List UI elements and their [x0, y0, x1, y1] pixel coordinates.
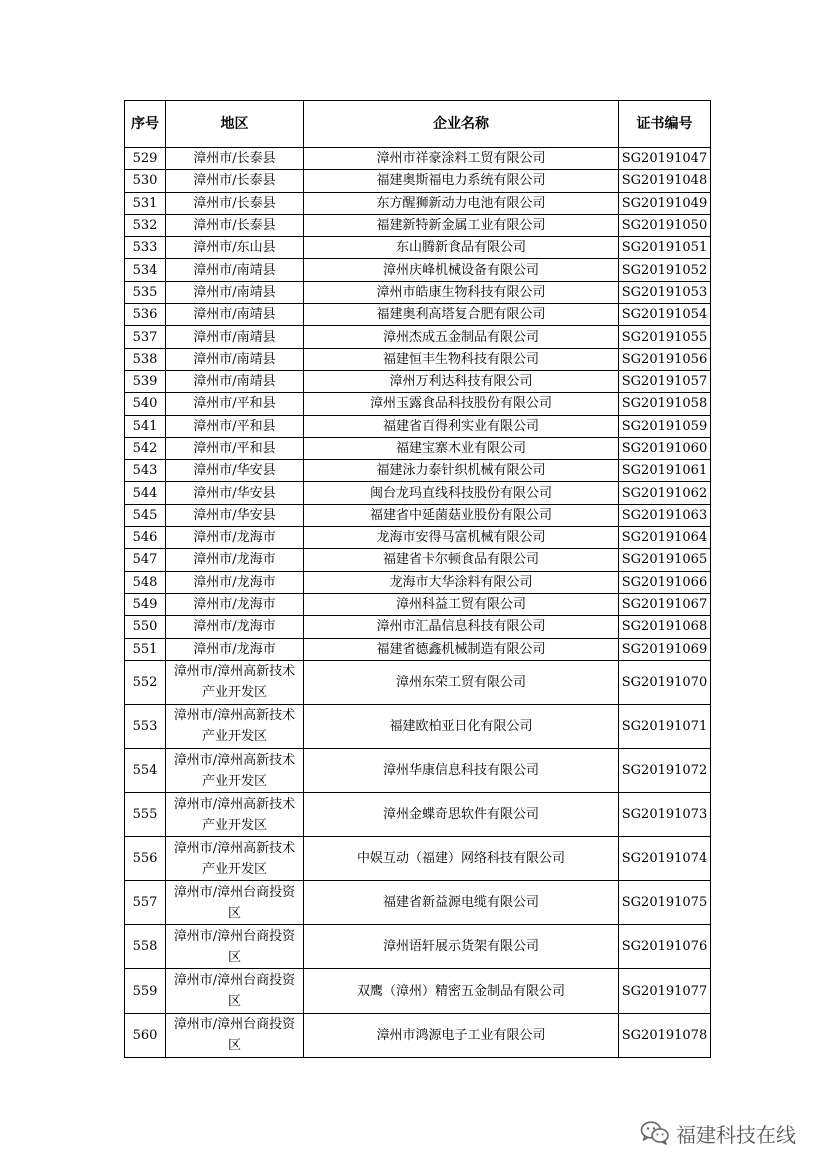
- table-row: [125, 881, 711, 925]
- cell-company: 福建省卡尔顿食品有限公司: [304, 549, 619, 571]
- cell-region: 漳州市/漳州台商投资区: [166, 925, 304, 969]
- cell-region: 漳州市/漳州高新技术产业开发区: [166, 837, 304, 881]
- cell-seq: 539: [125, 370, 166, 392]
- cell-region: 漳州市/东山县: [166, 237, 304, 259]
- cell-company: 漳州科益工贸有限公司: [304, 593, 619, 615]
- cell-region: 漳州市/华安县: [166, 504, 304, 526]
- cell-cert: SG20191056: [619, 348, 711, 370]
- table-row: [125, 148, 711, 170]
- table-row: [125, 571, 711, 593]
- cell-cert: SG20191066: [619, 571, 711, 593]
- cell-company: 福建省中延菌菇业股份有限公司: [304, 504, 619, 526]
- table-row: [125, 259, 711, 281]
- cell-company: 龙海市大华涂料有限公司: [304, 571, 619, 593]
- cell-region: 漳州市/龙海市: [166, 549, 304, 571]
- cell-cert: SG20191052: [619, 259, 711, 281]
- cell-seq: 555: [125, 793, 166, 837]
- cell-seq: 551: [125, 638, 166, 660]
- cell-region: 漳州市/长泰县: [166, 214, 304, 236]
- cell-seq: 537: [125, 326, 166, 348]
- cell-company: 漳州杰成五金制品有限公司: [304, 326, 619, 348]
- header-cert: 证书编号: [619, 101, 711, 148]
- table-row: [125, 504, 711, 526]
- cell-region: 漳州市/漳州高新技术产业开发区: [166, 749, 304, 793]
- header-row: [125, 101, 711, 148]
- cell-seq: 546: [125, 527, 166, 549]
- table-row: [125, 969, 711, 1013]
- cell-cert: SG20191059: [619, 415, 711, 437]
- table-row: [125, 192, 711, 214]
- cell-region: 漳州市/龙海市: [166, 527, 304, 549]
- cell-company: 漳州庆峰机械设备有限公司: [304, 259, 619, 281]
- table-row: [125, 326, 711, 348]
- table-row: [125, 370, 711, 392]
- cell-cert: SG20191050: [619, 214, 711, 236]
- table-row: [125, 348, 711, 370]
- table-body: [125, 148, 711, 1058]
- watermark: [640, 1118, 796, 1148]
- cell-cert: SG20191058: [619, 393, 711, 415]
- cell-region: 漳州市/平和县: [166, 393, 304, 415]
- table-row: [125, 281, 711, 303]
- cell-company: 福建宝寨木业有限公司: [304, 437, 619, 459]
- cell-region: 漳州市/龙海市: [166, 638, 304, 660]
- cell-seq: 552: [125, 660, 166, 704]
- table-row: [125, 527, 711, 549]
- cell-cert: SG20191051: [619, 237, 711, 259]
- cell-company: 漳州市汇晶信息科技有限公司: [304, 616, 619, 638]
- cell-company: 漳州玉露食品科技股份有限公司: [304, 393, 619, 415]
- cell-company: 福建新特新金属工业有限公司: [304, 214, 619, 236]
- cell-cert: SG20191068: [619, 616, 711, 638]
- cell-cert: SG20191064: [619, 527, 711, 549]
- table-row: [125, 660, 711, 704]
- cell-seq: 538: [125, 348, 166, 370]
- cell-region: 漳州市/长泰县: [166, 192, 304, 214]
- cell-seq: 558: [125, 925, 166, 969]
- table-row: [125, 304, 711, 326]
- cell-seq: 544: [125, 482, 166, 504]
- cell-company: 福建省新益源电缆有限公司: [304, 881, 619, 925]
- cell-company: 漳州语轩展示货架有限公司: [304, 925, 619, 969]
- cell-region: 漳州市/漳州高新技术产业开发区: [166, 704, 304, 748]
- cell-seq: 541: [125, 415, 166, 437]
- cell-cert: SG20191067: [619, 593, 711, 615]
- cell-seq: 554: [125, 749, 166, 793]
- cell-region: 漳州市/长泰县: [166, 170, 304, 192]
- table-row: [125, 549, 711, 571]
- cell-company: 中娱互动（福建）网络科技有限公司: [304, 837, 619, 881]
- cell-seq: 532: [125, 214, 166, 236]
- cell-cert: SG20191071: [619, 704, 711, 748]
- cell-company: 福建省德鑫机械制造有限公司: [304, 638, 619, 660]
- cell-seq: 553: [125, 704, 166, 748]
- table-row: [125, 749, 711, 793]
- cell-cert: SG20191069: [619, 638, 711, 660]
- cell-region: 漳州市/南靖县: [166, 259, 304, 281]
- cell-region: 漳州市/龙海市: [166, 571, 304, 593]
- cell-region: 漳州市/华安县: [166, 482, 304, 504]
- cell-seq: 531: [125, 192, 166, 214]
- cell-region: 漳州市/南靖县: [166, 326, 304, 348]
- cell-cert: SG20191057: [619, 370, 711, 392]
- table-row: [125, 237, 711, 259]
- cell-cert: SG20191070: [619, 660, 711, 704]
- cell-seq: 530: [125, 170, 166, 192]
- cell-company: 福建奥利高塔复合肥有限公司: [304, 304, 619, 326]
- cell-seq: 529: [125, 148, 166, 170]
- cell-region: 漳州市/漳州台商投资区: [166, 969, 304, 1013]
- cell-company: 漳州市皓康生物科技有限公司: [304, 281, 619, 303]
- cell-company: 漳州万利达科技有限公司: [304, 370, 619, 392]
- table-row: [125, 482, 711, 504]
- cell-region: 漳州市/南靖县: [166, 304, 304, 326]
- table-header: [125, 101, 711, 148]
- cell-region: 漳州市/漳州台商投资区: [166, 881, 304, 925]
- cell-region: 漳州市/漳州台商投资区: [166, 1013, 304, 1057]
- cell-company: 福建省百得利实业有限公司: [304, 415, 619, 437]
- cell-seq: 540: [125, 393, 166, 415]
- cell-company: 福建奥斯福电力系统有限公司: [304, 170, 619, 192]
- cell-company: 漳州市祥豪涂料工贸有限公司: [304, 148, 619, 170]
- cell-cert: SG20191065: [619, 549, 711, 571]
- header-region: 地区: [166, 101, 304, 148]
- table-row: [125, 793, 711, 837]
- header-company: 企业名称: [304, 101, 619, 148]
- cell-seq: 559: [125, 969, 166, 1013]
- cell-company: 福建泳力泰针织机械有限公司: [304, 460, 619, 482]
- cell-region: 漳州市/龙海市: [166, 593, 304, 615]
- certificate-table: [124, 100, 711, 1058]
- cell-region: 漳州市/南靖县: [166, 370, 304, 392]
- cell-cert: SG20191077: [619, 969, 711, 1013]
- cell-region: 漳州市/漳州高新技术产业开发区: [166, 793, 304, 837]
- cell-company: 双鹰（漳州）精密五金制品有限公司: [304, 969, 619, 1013]
- cell-cert: SG20191061: [619, 460, 711, 482]
- table-row: [125, 460, 711, 482]
- table-row: [125, 393, 711, 415]
- cell-region: 漳州市/漳州高新技术产业开发区: [166, 660, 304, 704]
- cell-seq: 536: [125, 304, 166, 326]
- header-seq: 序号: [125, 101, 166, 148]
- table-row: [125, 214, 711, 236]
- cell-company: 东方醒狮新动力电池有限公司: [304, 192, 619, 214]
- cell-region: 漳州市/华安县: [166, 460, 304, 482]
- cell-region: 漳州市/龙海市: [166, 616, 304, 638]
- cell-company: 龙海市安得马富机械有限公司: [304, 527, 619, 549]
- table-row: [125, 1013, 711, 1057]
- cell-cert: SG20191074: [619, 837, 711, 881]
- cell-cert: SG20191072: [619, 749, 711, 793]
- cell-region: 漳州市/南靖县: [166, 348, 304, 370]
- cell-company: 东山腾新食品有限公司: [304, 237, 619, 259]
- cell-company: 漳州华康信息科技有限公司: [304, 749, 619, 793]
- table-row: [125, 638, 711, 660]
- cell-cert: SG20191060: [619, 437, 711, 459]
- table-row: [125, 837, 711, 881]
- table-row: [125, 593, 711, 615]
- table-row: [125, 437, 711, 459]
- table-row: [125, 170, 711, 192]
- cell-cert: SG20191078: [619, 1013, 711, 1057]
- cell-seq: 543: [125, 460, 166, 482]
- cell-cert: SG20191054: [619, 304, 711, 326]
- cell-cert: SG20191055: [619, 326, 711, 348]
- wechat-icon: [640, 1120, 670, 1146]
- cell-seq: 550: [125, 616, 166, 638]
- cell-seq: 560: [125, 1013, 166, 1057]
- table-row: [125, 925, 711, 969]
- cell-seq: 535: [125, 281, 166, 303]
- table-row: [125, 704, 711, 748]
- cell-cert: SG20191063: [619, 504, 711, 526]
- cell-seq: 547: [125, 549, 166, 571]
- cell-seq: 548: [125, 571, 166, 593]
- cell-company: 漳州东荣工贸有限公司: [304, 660, 619, 704]
- cell-cert: SG20191073: [619, 793, 711, 837]
- cell-seq: 542: [125, 437, 166, 459]
- cell-cert: SG20191076: [619, 925, 711, 969]
- cell-seq: 534: [125, 259, 166, 281]
- watermark-text: 福建科技在线: [676, 1122, 796, 1147]
- cell-region: 漳州市/长泰县: [166, 148, 304, 170]
- cell-region: 漳州市/平和县: [166, 415, 304, 437]
- table-row: [125, 415, 711, 437]
- cell-seq: 545: [125, 504, 166, 526]
- cell-region: 漳州市/平和县: [166, 437, 304, 459]
- cell-company: 漳州金蝶奇思软件有限公司: [304, 793, 619, 837]
- cell-company: 福建欧柏亚日化有限公司: [304, 704, 619, 748]
- cell-seq: 556: [125, 837, 166, 881]
- cell-cert: SG20191048: [619, 170, 711, 192]
- cell-cert: SG20191049: [619, 192, 711, 214]
- table-row: [125, 616, 711, 638]
- cell-cert: SG20191053: [619, 281, 711, 303]
- cell-cert: SG20191075: [619, 881, 711, 925]
- cell-region: 漳州市/南靖县: [166, 281, 304, 303]
- cell-company: 漳州市鸿源电子工业有限公司: [304, 1013, 619, 1057]
- cell-company: 福建恒丰生物科技有限公司: [304, 348, 619, 370]
- cell-cert: SG20191062: [619, 482, 711, 504]
- cell-seq: 533: [125, 237, 166, 259]
- cell-seq: 557: [125, 881, 166, 925]
- cell-company: 闽台龙玛直线科技股份有限公司: [304, 482, 619, 504]
- cell-cert: SG20191047: [619, 148, 711, 170]
- cell-seq: 549: [125, 593, 166, 615]
